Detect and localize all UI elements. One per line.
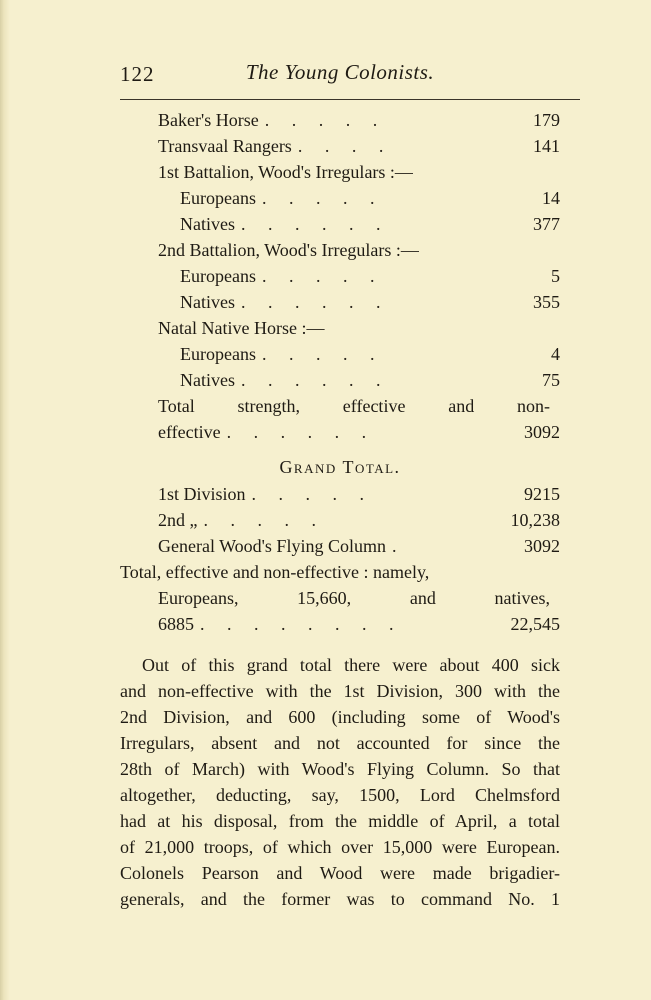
- leader-dots: . . . . .: [251, 484, 374, 504]
- leader-dots: . . . . .: [203, 510, 325, 530]
- leader-dots: . . . . . .: [226, 422, 376, 442]
- table-row: [120, 588, 560, 614]
- table-row: [120, 484, 560, 510]
- grand-total-heading: Grand Total.: [279, 457, 401, 477]
- table-row: [120, 422, 560, 448]
- leader-dots: . . . . . .: [240, 292, 390, 312]
- table-row: [120, 396, 560, 422]
- row-value: 22,545: [510, 614, 560, 634]
- row-label: 1st Battalion, Wood's Irregulars :—: [158, 162, 413, 182]
- leader-dots: .: [391, 536, 406, 556]
- row-value: 14: [542, 188, 560, 208]
- row-label: Europeans: [180, 266, 256, 286]
- paragraph-line: of 21,000 troops, of which over 15,000 were European.: [120, 837, 560, 857]
- body-paragraph: [120, 652, 560, 912]
- leader-dots: . . . . . . . .: [200, 614, 403, 634]
- row-value: 377: [533, 214, 560, 234]
- row-label: 2nd Battalion, Wood's Irregulars :—: [158, 240, 419, 260]
- row-value: 75: [542, 370, 560, 390]
- row-label: Natives: [180, 214, 235, 234]
- book-page: [120, 58, 560, 912]
- paragraph-line: generals, and the former was to command No. 1: [120, 889, 560, 909]
- paragraph-line: and non-effective with the 1st Division, 300 with the: [120, 681, 560, 701]
- row-value: 9215: [524, 484, 560, 504]
- table-row: [120, 188, 560, 214]
- row-value: 179: [533, 110, 560, 130]
- row-label: Europeans: [180, 188, 256, 208]
- page-edge: [0, 0, 10, 1000]
- row-label: Total, effective and non-effective : namely,: [120, 562, 430, 582]
- strength-table: [120, 110, 560, 448]
- row-label: General Wood's Flying Column: [158, 536, 386, 556]
- table-row: [120, 266, 560, 292]
- row-label: Europeans, 15,660, and natives,: [158, 588, 550, 608]
- table-row: [120, 292, 560, 318]
- leader-dots: . . . . .: [261, 188, 384, 208]
- paragraph-line: altogether, deducting, say, 1500, Lord Chelmsford: [120, 785, 560, 805]
- leader-dots: . . . . .: [264, 110, 387, 130]
- row-label: Europeans: [180, 344, 256, 364]
- page-number: 122: [120, 62, 155, 86]
- grand-total-table: [120, 484, 560, 640]
- table-row: [120, 110, 560, 136]
- row-label: 6885: [158, 614, 194, 634]
- row-label: Transvaal Rangers: [158, 136, 292, 156]
- table-row: [120, 214, 560, 240]
- row-label: Baker's Horse: [158, 110, 259, 130]
- table-row: [120, 162, 560, 188]
- table-row: [120, 136, 560, 162]
- leader-dots: . . . . .: [261, 344, 384, 364]
- table-row: [120, 614, 560, 640]
- table-row: [120, 370, 560, 396]
- row-label: 1st Division: [158, 484, 246, 504]
- leader-dots: . . . .: [297, 136, 393, 156]
- row-label: Natives: [180, 292, 235, 312]
- row-value: 5: [551, 266, 560, 286]
- paragraph-line: Out of this grand total there were about 400 sick: [142, 655, 560, 675]
- row-label: Total strength, effective and non-: [158, 396, 550, 416]
- row-value: 141: [533, 136, 560, 156]
- row-value: 4: [551, 344, 560, 364]
- leader-dots: . . . . . .: [240, 370, 390, 390]
- paragraph-line: Irregulars, absent and not accounted for since the: [120, 733, 560, 753]
- table-row: [120, 240, 560, 266]
- paragraph-line: Colonels Pearson and Wood were made brigadier-: [120, 863, 560, 883]
- row-label: effective: [158, 422, 221, 442]
- table-row: [120, 510, 560, 536]
- table-row: [120, 536, 560, 562]
- leader-dots: . . . . .: [261, 266, 384, 286]
- running-title: The Young Colonists.: [245, 60, 435, 84]
- row-value: 10,238: [510, 510, 560, 530]
- row-value: 355: [533, 292, 560, 312]
- header-rule: [120, 99, 580, 100]
- paragraph-line: 2nd Division, and 600 (including some of Wood's: [120, 707, 560, 727]
- row-label: Natal Native Horse :—: [158, 318, 325, 338]
- running-head: [120, 58, 560, 94]
- paragraph-line: 28th of March) with Wood's Flying Column. So that: [120, 759, 560, 779]
- row-label: Natives: [180, 370, 235, 390]
- paragraph-line: had at his disposal, from the middle of April, a total: [120, 811, 560, 831]
- row-label: 2nd „: [158, 510, 198, 530]
- row-value: 3092: [524, 536, 560, 556]
- row-value: 3092: [524, 422, 560, 442]
- table-row: [120, 318, 560, 344]
- table-row: [120, 562, 560, 588]
- table-row: [120, 344, 560, 370]
- leader-dots: . . . . . .: [240, 214, 390, 234]
